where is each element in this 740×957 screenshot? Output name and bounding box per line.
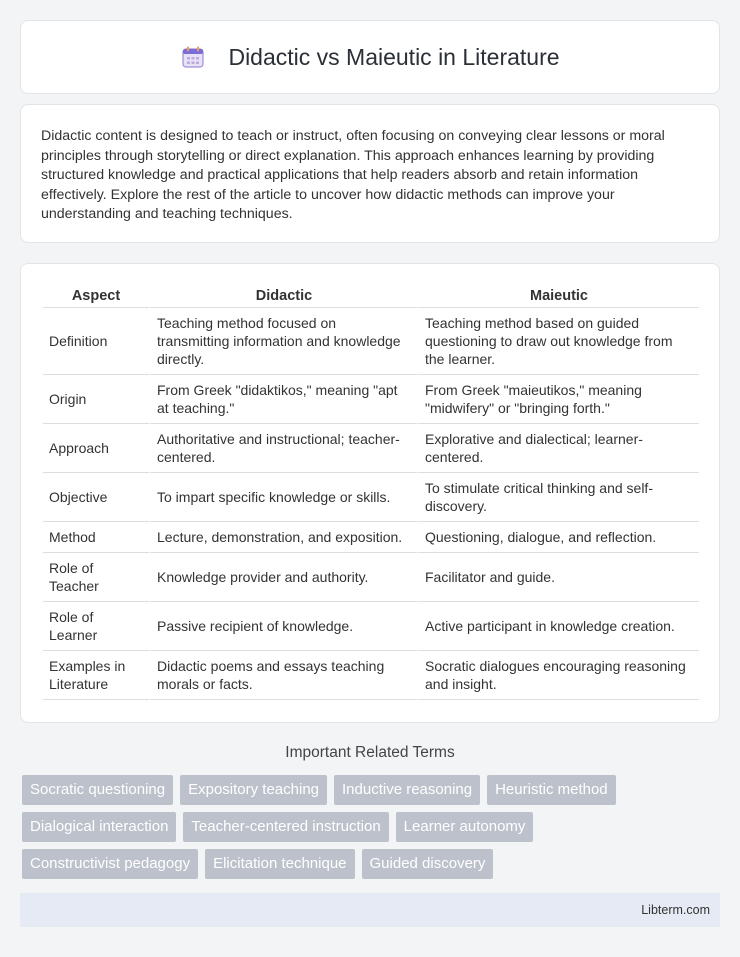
table-cell: Teaching method focused on transmitting information and knowledge directly. <box>149 308 417 375</box>
table-cell: Knowledge provider and authority. <box>149 553 417 602</box>
tag-socratic-questioning[interactable]: Socratic questioning <box>22 775 173 805</box>
table-header-row <box>43 286 699 308</box>
header-aspect: Aspect <box>43 286 149 308</box>
table-cell: Facilitator and guide. <box>417 553 699 602</box>
tag-constructivist-pedagogy[interactable]: Constructivist pedagogy <box>22 849 198 879</box>
table-cell: Origin <box>43 375 149 424</box>
table-cell: Socratic dialogues encouraging reasoning and insight. <box>417 651 699 700</box>
table-cell: Definition <box>43 308 149 375</box>
tag-heuristic-method[interactable]: Heuristic method <box>487 775 616 805</box>
header-didactic: Didactic <box>149 286 417 308</box>
tag-row <box>22 812 722 842</box>
calendar-icon <box>180 44 206 70</box>
tag-guided-discovery[interactable]: Guided discovery <box>362 849 494 879</box>
tag-inductive-reasoning[interactable]: Inductive reasoning <box>334 775 480 805</box>
related-terms-list <box>22 775 722 886</box>
table-cell: Authoritative and instructional; teacher-centered. <box>149 424 417 473</box>
table-cell: Active participant in knowledge creation. <box>417 602 699 651</box>
comparison-table-card <box>20 263 720 723</box>
header-card <box>20 20 720 94</box>
intro-card <box>20 104 720 243</box>
table-cell: From Greek "didaktikos," meaning "apt at teaching." <box>149 375 417 424</box>
table-cell: Method <box>43 522 149 553</box>
table-cell: To stimulate critical thinking and self-discovery. <box>417 473 699 522</box>
tag-teacher-centered-instruction[interactable]: Teacher-centered instruction <box>183 812 388 842</box>
page-title: Didactic vs Maieutic in Literature <box>228 43 560 70</box>
tag-row <box>22 775 722 805</box>
table-cell: Role of Teacher <box>43 553 149 602</box>
table-row <box>43 375 699 424</box>
table-cell: Questioning, dialogue, and reflection. <box>417 522 699 553</box>
table-cell: Didactic poems and essays teaching morals or facts. <box>149 651 417 700</box>
table-row <box>43 308 699 375</box>
footer-site-link[interactable]: Libterm.com <box>641 903 710 917</box>
header-maieutic: Maieutic <box>417 286 699 308</box>
table-cell: Explorative and dialectical; learner-centered. <box>417 424 699 473</box>
table-row <box>43 602 699 651</box>
comparison-table <box>43 286 699 700</box>
table-cell: To impart specific knowledge or skills. <box>149 473 417 522</box>
tag-learner-autonomy[interactable]: Learner autonomy <box>396 812 534 842</box>
tag-elicitation-technique[interactable]: Elicitation technique <box>205 849 354 879</box>
footer <box>20 893 720 927</box>
table-row <box>43 553 699 602</box>
table-row <box>43 651 699 700</box>
table-cell: Teaching method based on guided questioning to draw out knowledge from the learner. <box>417 308 699 375</box>
table-row <box>43 522 699 553</box>
table-row <box>43 424 699 473</box>
intro-text: Didactic content is designed to teach or instruct, often focusing on conveying clear lessons or moral principles through storytelling or direct explanation. This approach enhances learning by providing structured knowledge and practical applications that help readers absorb and retain information effectively. Explore the rest of the article to uncover how didactic methods can improve your understanding and teaching techniques. <box>41 128 665 223</box>
table-cell: From Greek "maieutikos," meaning "midwifery" or "bringing forth." <box>417 375 699 424</box>
table-cell: Objective <box>43 473 149 522</box>
tag-expository-teaching[interactable]: Expository teaching <box>180 775 327 805</box>
table-cell: Role of Learner <box>43 602 149 651</box>
related-terms-title: Important Related Terms <box>285 744 455 761</box>
table-cell: Lecture, demonstration, and exposition. <box>149 522 417 553</box>
table-cell: Approach <box>43 424 149 473</box>
table-cell: Examples in Literature <box>43 651 149 700</box>
tag-dialogical-interaction[interactable]: Dialogical interaction <box>22 812 176 842</box>
table-row <box>43 473 699 522</box>
tag-row <box>22 849 722 879</box>
table-cell: Passive recipient of knowledge. <box>149 602 417 651</box>
